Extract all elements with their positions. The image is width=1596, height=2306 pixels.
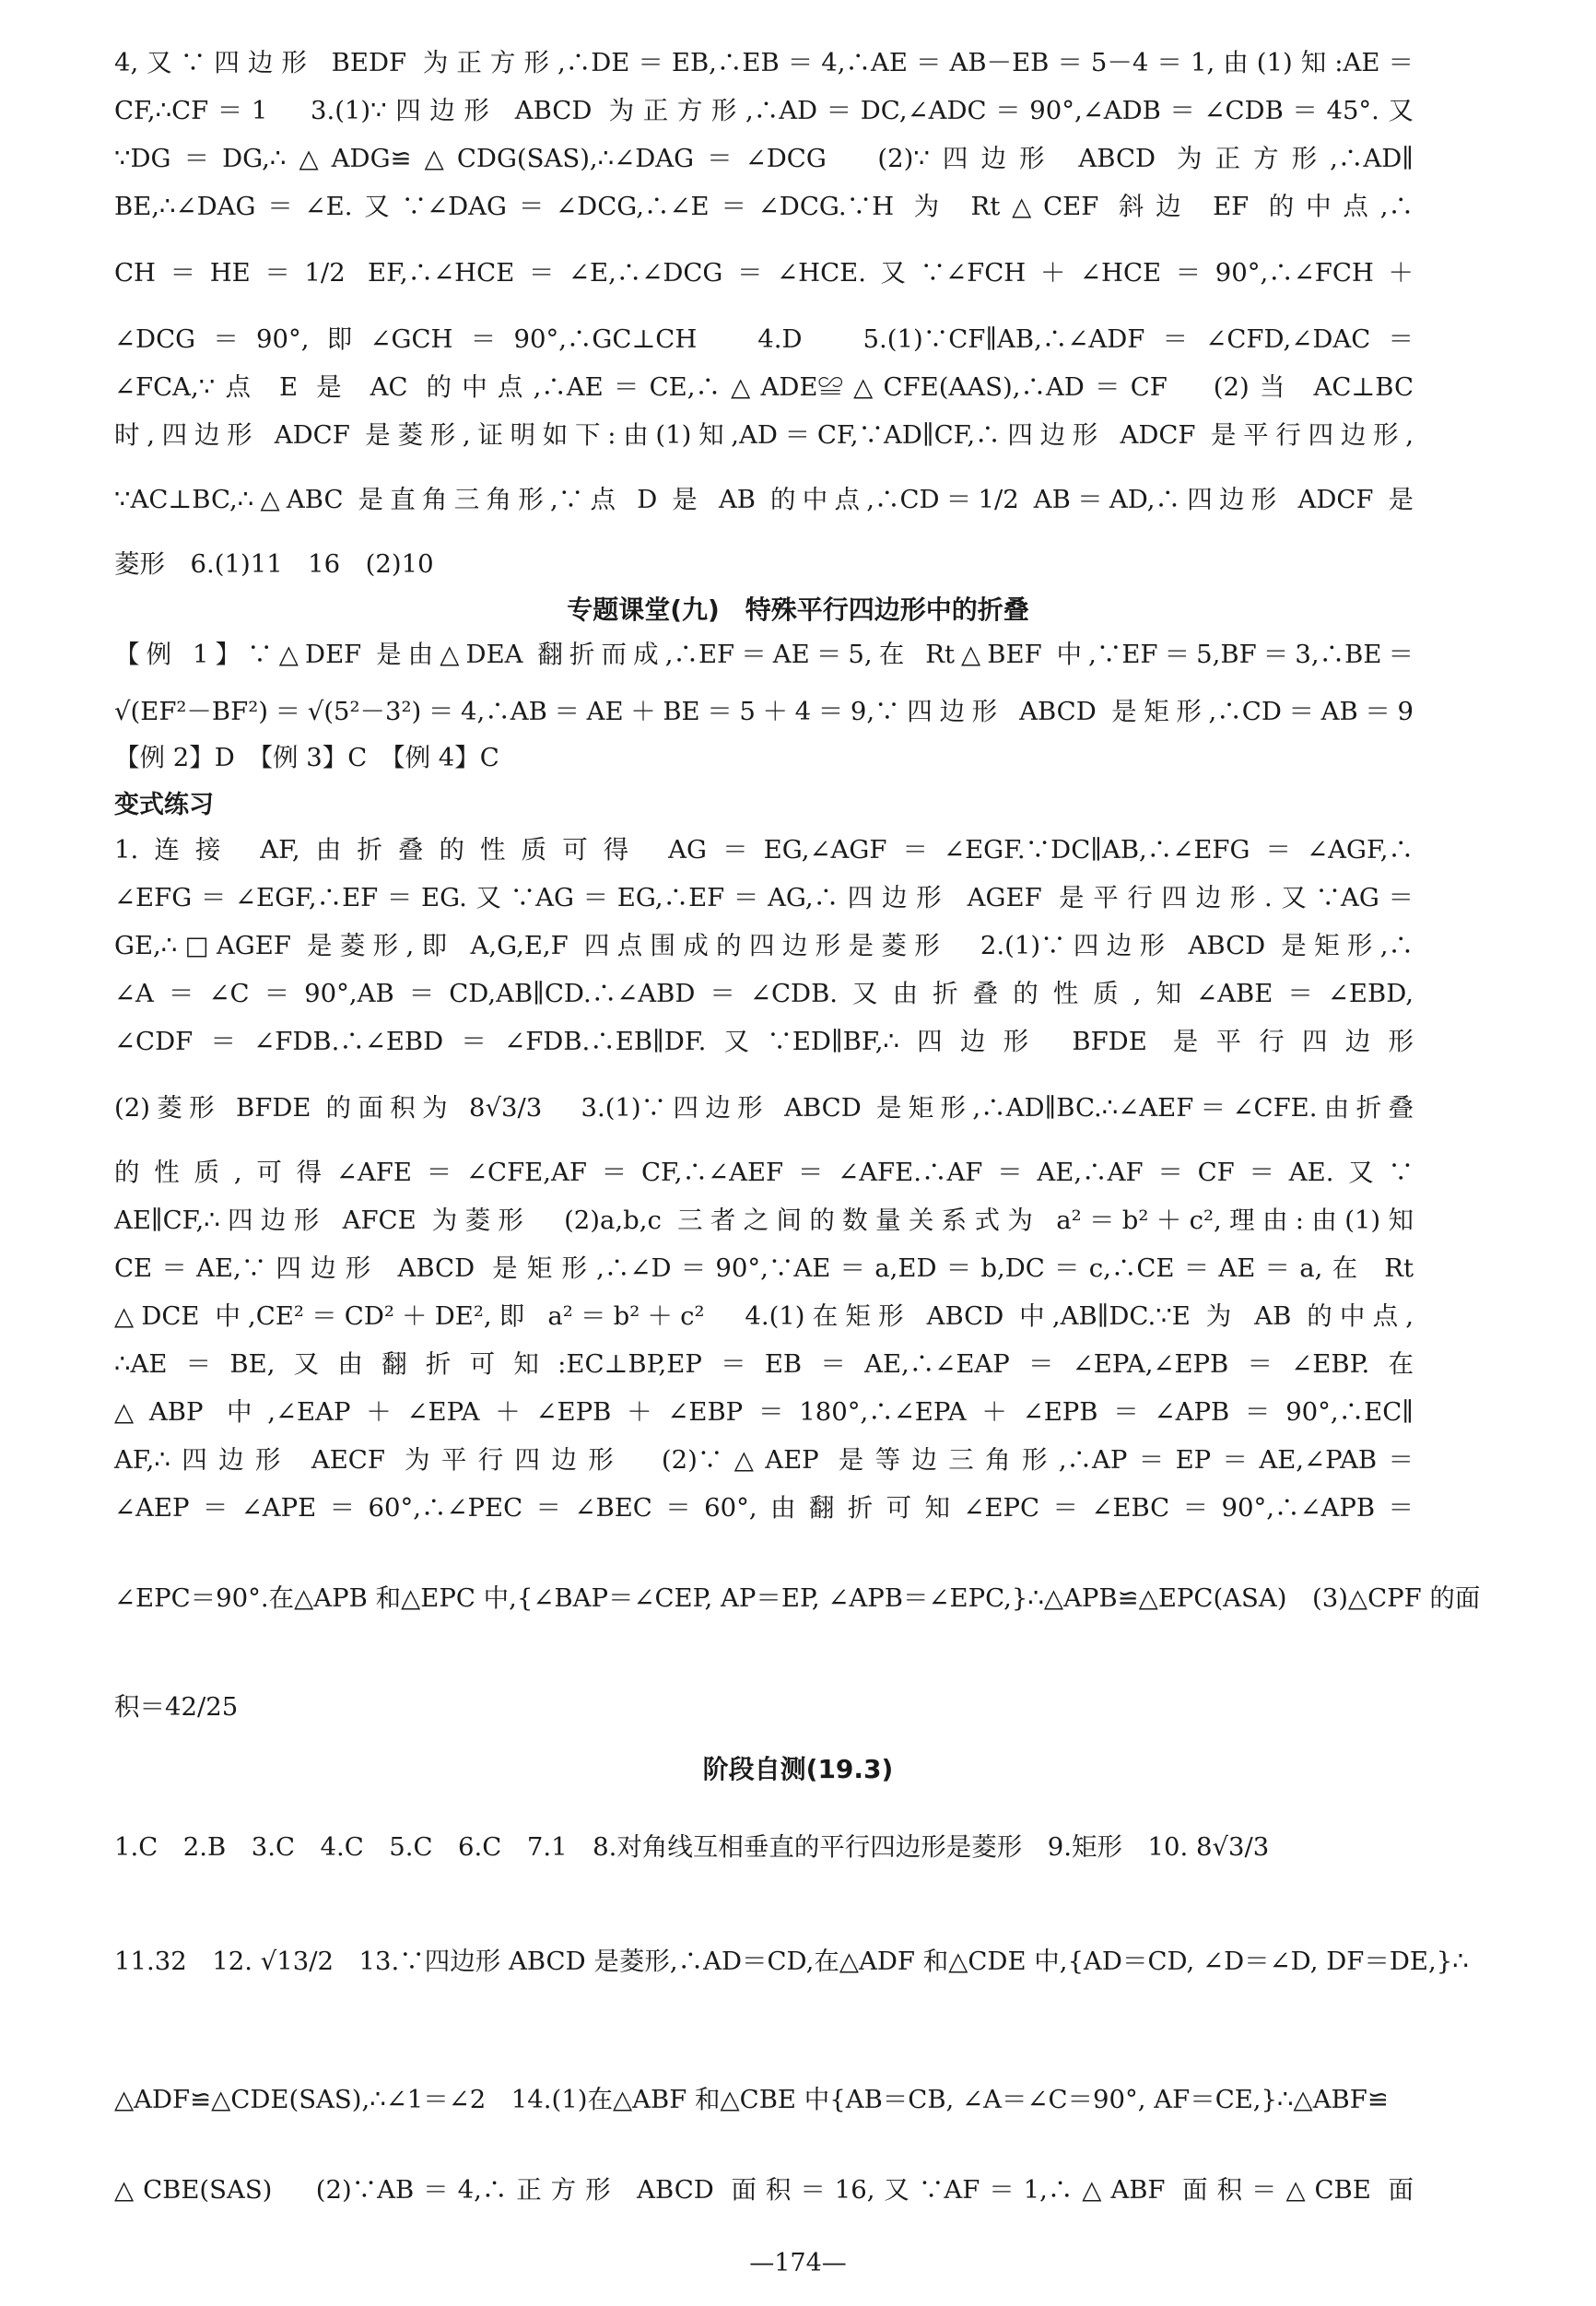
text-line: 的性质,可得∠AFE＝∠CFE,AF＝CF,∴∠AEF＝∠AFE.∴AF＝AE,∴AF＝CF＝AE.又∵ <box>114 1158 1414 1187</box>
text-line: √(EF²－BF²)＝√(5²－3²)＝4,∴AB＝AE＋BE＝5＋4＝9,∵四边形 ABCD 是矩形,∴CD＝AB＝9 <box>114 697 1414 726</box>
text-line: 积＝42/25 <box>114 1692 239 1722</box>
text-line: △DCE 中,CE²＝CD²＋DE²,即 a²＝b²＋c² 4.(1)在矩形 ABCD 中,AB∥DC.∵E 为 AB 的中点, <box>114 1301 1414 1331</box>
text-line: ∠A＝∠C＝90°,AB＝CD,AB∥CD.∴∠ABD＝∠CDB.又由折叠的性质,知∠ABE＝∠EBD, <box>114 979 1414 1008</box>
text-line: △ADF≌△CDE(SAS),∴∠1＝∠2 14.(1)在△ABF 和△CBE 中{AB＝CB, ∠A＝∠C＝90°, AF＝CE,}∴△ABF≌ <box>114 2085 1389 2114</box>
text-line: ∠EPC＝90°.在△APB 和△EPC 中,{∠BAP＝∠CEP, AP＝EP, ∠APB＝∠EPC,}∴△APB≌△EPC(ASA) (3)△CPF 的面 <box>114 1583 1481 1613</box>
text-line: 11.32 12. √13/2 13.∵四边形 ABCD 是菱形,∴AD＝CD,在△ADF 和△CDE 中,{AD＝CD, ∠D＝∠D, DF＝DE,}∴ <box>114 1947 1469 1976</box>
text-line: ∴AE＝BE,又由翻折可知:EC⊥BP,EP＝EB＝AE,∴∠EAP＝∠EPA,∠EPB＝∠EBP.在 <box>114 1349 1414 1379</box>
text-line: CF,∴CF＝1 3.(1)∵四边形 ABCD 为正方形,∴AD＝DC,∠ADC＝90°,∠ADB＝∠CDB＝45°.又 <box>114 96 1414 125</box>
stage-title: 阶段自测(19.3) <box>702 1754 894 1784</box>
text-line: (2)菱形 BFDE 的面积为 8√3/3 3.(1)∵四边形 ABCD 是矩形,∴AD∥BC.∴∠AEF＝∠CFE.由折叠 <box>114 1093 1414 1123</box>
text-line: GE,∴□AGEF 是菱形,即 A,G,E,F 四点围成的四边形是菱形 2.(1)∵四边形 ABCD 是矩形,∴ <box>114 931 1414 960</box>
text-line: 时,四边形 ADCF 是菱形,证明如下:由(1)知,AD＝CF,∵AD∥CF,∴四边形 ADCF 是平行四边形, <box>114 420 1414 450</box>
text-line: △CBE(SAS) (2)∵AB＝4,∴正方形 ABCD 面积＝16,又∵AF＝1,∴△ABF 面积＝△CBE 面 <box>114 2175 1414 2205</box>
text-line: CE＝AE,∵四边形 ABCD 是矩形,∴∠D＝90°,∵AE＝a,ED＝b,DC＝c,∴CE＝AE＝a,在 Rt <box>114 1253 1414 1283</box>
text-line: ∠EFG＝∠EGF,∴EF＝EG.又∵AG＝EG,∴EF＝AG,∴四边形 AGEF 是平行四边形.又∵AG＝ <box>114 883 1414 912</box>
text-line: ∵DG＝DG,∴△ADG≌△CDG(SAS),∴∠DAG＝∠DCG (2)∵四边形 ABCD 为正方形,∴AD∥ <box>114 144 1414 173</box>
text-line: ∠DCG＝90°,即∠GCH＝90°,∴GC⊥CH 4.D 5.(1)∵CF∥AB,∴∠ADF＝∠CFD,∠DAC＝ <box>114 324 1414 354</box>
text-line: △ABP 中,∠EAP＋∠EPA＋∠EPB＋∠EBP＝180°,∴∠EPA＋∠EPB＝∠APB＝90°,∴EC∥ <box>114 1397 1414 1427</box>
text-line: ∠FCA,∵点 E 是 AC 的中点,∴AE＝CE,∴△ADE≌△CFE(AAS),∴AD＝CF (2)当 AC⊥BC <box>114 372 1414 402</box>
text-line: ∠CDF＝∠FDB.∴∠EBD＝∠FDB.∴EB∥DF.又∵ED∥BF,∴四边形 BFDE 是平行四边形 <box>114 1027 1414 1056</box>
text-line: ∠AEP＝∠APE＝60°,∴∠PEC＝∠BEC＝60°,由翻折可知∠EPC＝∠EBC＝90°,∴∠APB＝ <box>114 1493 1414 1523</box>
practice-title: 变式练习 <box>114 791 214 819</box>
text-line: CH＝HE＝1/2 EF,∴∠HCE＝∠E,∴∠DCG＝∠HCE.又∵∠FCH＋∠HCE＝90°,∴∠FCH＋ <box>114 258 1414 288</box>
text-line: AF,∴四边形 AECF 为平行四边形 (2)∵△AEP 是等边三角形,∴AP＝EP＝AE,∠PAB＝ <box>114 1445 1414 1475</box>
section-title: 专题课堂(九) 特殊平行四边形中的折叠 <box>567 594 1029 625</box>
text-line: BE,∴∠DAG＝∠E.又∵∠DAG＝∠DCG,∴∠E＝∠DCG.∵H 为 Rt△CEF 斜边 EF 的中点,∴ <box>114 192 1414 221</box>
text-line: 【例 2】D 【例 3】C 【例 4】C <box>114 743 499 772</box>
text-line: 1.连接 AF,由折叠的性质可得 AG＝EG,∠AGF＝∠EGF.∵DC∥AB,∴∠EFG＝∠AGF,∴ <box>114 835 1414 865</box>
text-line: 菱形 6.(1)11 16 (2)10 <box>114 549 434 579</box>
page-number: —174— <box>749 2249 847 2277</box>
text-line: AE∥CF,∴四边形 AFCE 为菱形 (2)a,b,c 三者之间的数量关系式为 a²＝b²＋c²,理由:由(1)知 <box>114 1206 1414 1235</box>
text-line: 4,又∵四边形 BEDF 为正方形,∴DE＝EB,∴EB＝4,∴AE＝AB－EB＝5－4＝1,由(1)知:AE＝ <box>114 48 1414 77</box>
text-line: 【例 1】∵△DEF 是由△DEA 翻折而成,∴EF＝AE＝5,在 Rt△BEF 中,∵EF＝5,BF＝3,∴BE＝ <box>114 640 1414 669</box>
text-line: ∵AC⊥BC,∴△ABC 是直角三角形,∵点 D 是 AB 的中点,∴CD＝1/2 AB＝AD,∴四边形 ADCF 是 <box>114 485 1414 514</box>
text-line: 1.C 2.B 3.C 4.C 5.C 6.C 7.1 8.对角线互相垂直的平行四边形是菱形 9.矩形 10. 8√3/3 <box>114 1832 1270 1862</box>
